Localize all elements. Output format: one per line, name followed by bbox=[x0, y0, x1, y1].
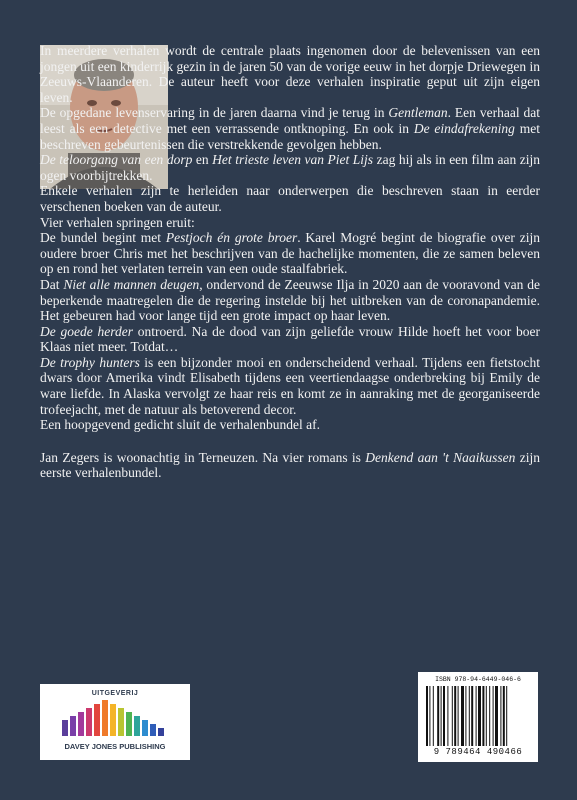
barcode-bar bbox=[495, 686, 498, 746]
blurb-paragraph-7: Dat Niet alle mannen deugen, ondervond de Zeeuwse Ilja in 2020 aan de vooravond van de beperkende maatregelen die de regering instelde bij het uitbreken van de coronapandemie. Het gebeuren had voor lange tijd een grote impact op haar leven. bbox=[40, 276, 540, 324]
blurb-paragraph-1: In meerdere verhalen wordt de centrale plaats ingenomen door de belevenissen van een jongen uit een kinderrijk gezin in de jaren 50 van de vorige eeuw in het dorpje Driewegen in Zeeuws-Vlaanderen. De auteur heeft voor deze verhalen inspiratie geput uit zijn eigen leven. bbox=[40, 43, 540, 105]
barcode-bar bbox=[443, 686, 445, 746]
barcode-bar bbox=[437, 686, 439, 746]
barcode-bar bbox=[482, 686, 484, 746]
publisher-logo-icon bbox=[62, 700, 168, 736]
publisher-logo bbox=[40, 684, 190, 760]
barcode-bar bbox=[447, 686, 448, 746]
barcode-bar bbox=[433, 686, 434, 746]
barcode-bar bbox=[452, 686, 453, 746]
isbn-barcode bbox=[418, 672, 538, 762]
back-cover-blurb bbox=[40, 43, 540, 481]
blurb-paragraph-5: Vier verhalen springen eruit: bbox=[40, 214, 195, 230]
author-bio: Jan Zegers is woonachtig in Terneuzen. Na vier romans is Denkend aan 't Naaikussen zijn eerste verhalenbundel. bbox=[40, 449, 540, 481]
barcode-bar bbox=[486, 686, 487, 746]
barcode-bar bbox=[458, 686, 459, 746]
barcode-bar bbox=[469, 686, 470, 746]
barcode-bar bbox=[426, 686, 428, 746]
blurb-paragraph-6: De bundel begint met Pestjoch én grote broer. Karel Mogré begint de biografie over zijn oudere broer Chris met het beschrijven van de hachelijke momenten, die ze samen beleven op en rond het verlaten terrein van een oude staalfabriek. bbox=[40, 230, 540, 277]
blurb-paragraph-9: De trophy hunters is een bijzonder mooi en onderscheidend verhaal. Tijdens een fietstocht dwars door Amerika vindt Elisabeth tijdens een veertiendaagse onderbreking bij Emily de ware liefde. In Alaska vervolgt ze haar reis en komt ze in aanraking met de georganiseerde trofeejacht, met de natuur als betoverend decor. bbox=[40, 354, 540, 417]
barcode-bar bbox=[461, 686, 464, 746]
barcode-bar bbox=[454, 686, 456, 746]
barcode-bar bbox=[429, 686, 430, 746]
barcode-bar bbox=[478, 686, 481, 746]
barcode-bar bbox=[506, 686, 507, 746]
blurb-paragraph-3: De teloorgang van een dorp en Het trieste leven van Piet Lijs zag hij als in een film aan zijn ogen voorbijtrekken. bbox=[40, 152, 540, 183]
barcode-bar bbox=[503, 686, 505, 746]
barcode-bar bbox=[500, 686, 501, 746]
blurb-paragraph-8: De goede herder ontroerd. Na de dood van zijn geliefde vrouw Hilde hoeft het voor boer Klaas niet meer. Totdat… bbox=[40, 323, 540, 355]
barcode-icon bbox=[426, 686, 530, 746]
barcode-bar bbox=[465, 686, 466, 746]
barcode-bar bbox=[476, 686, 477, 746]
publisher-name: DAVEY JONES PUBLISHING bbox=[64, 742, 166, 751]
blurb-paragraph-2: De opgedane levenservaring in de jaren daarna vind je terug in Gentleman. Een verhaal dat leest als een detective met een verrassende ontknoping. En ook in De eindafrekening met beschreven gebeurtenissen die verstrekkende gevolgen hebben. bbox=[40, 105, 541, 152]
barcode-bar bbox=[441, 686, 442, 746]
barcode-bar bbox=[489, 686, 490, 746]
publisher-label: UITGEVERIJ bbox=[91, 690, 139, 697]
blurb-paragraph-4: Enkele verhalen zijn te herleiden naar onderwerpen die beschreven staan in eerder verschenen boeken van de auteur. bbox=[40, 183, 540, 214]
barcode-bar bbox=[471, 686, 473, 746]
blurb-paragraph-10: Een hoopgevend gedicht sluit de verhalenbundel af. bbox=[40, 417, 321, 433]
isbn-number: ISBN 978-94-6449-046-6 bbox=[435, 676, 521, 683]
barcode-bar bbox=[493, 686, 494, 746]
barcode-digits: 9 789464 490466 bbox=[433, 747, 523, 757]
